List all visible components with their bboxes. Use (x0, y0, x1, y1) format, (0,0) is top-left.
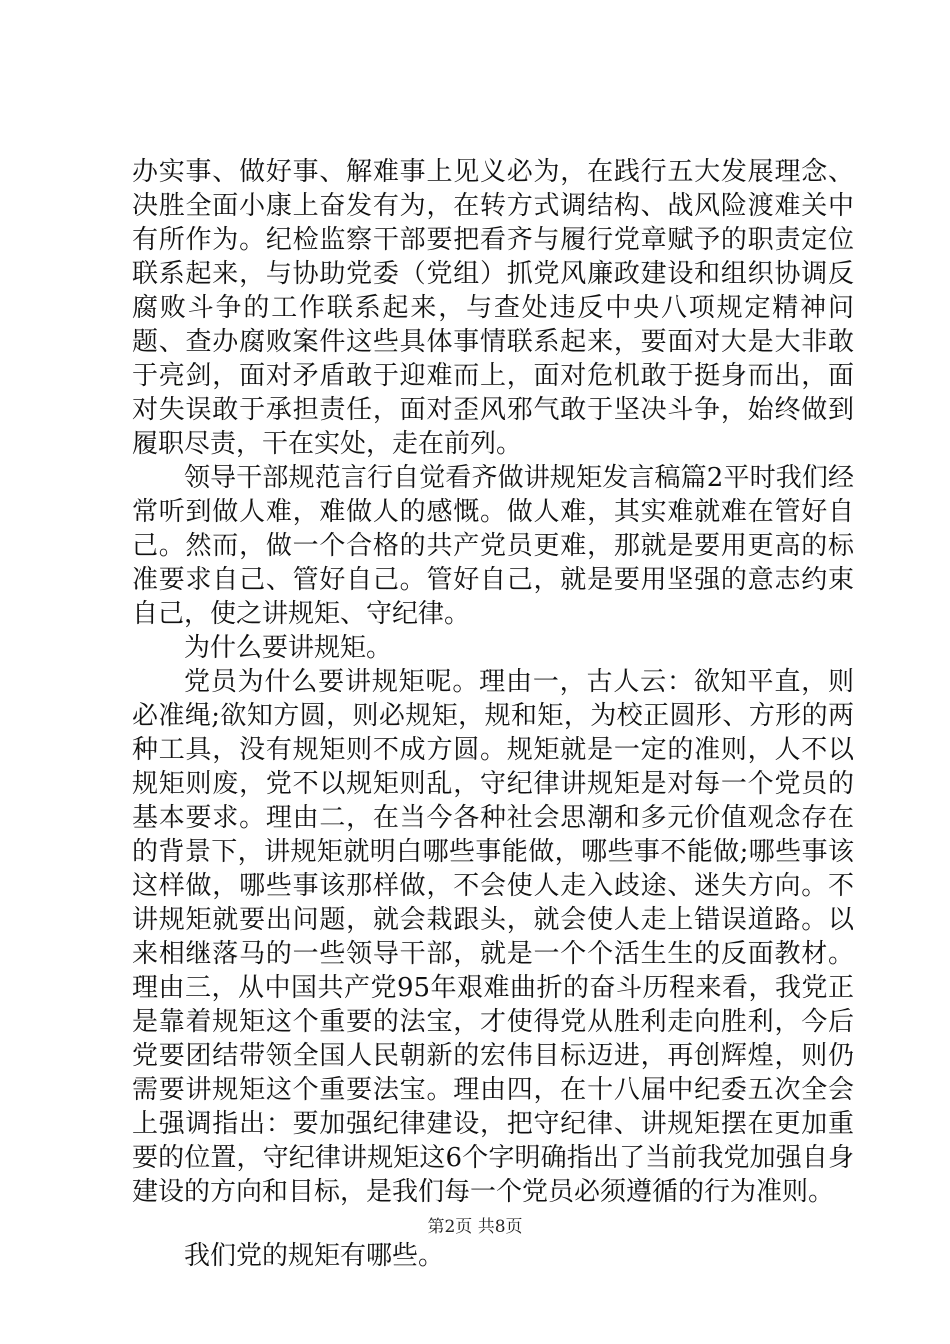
paragraph-heading-what: 我们党的规矩有哪些。 (184, 1241, 445, 1271)
paragraph-speech-intro: 领导干部规范言行自觉看齐做讲规矩发言稿篇2平时我们经常听到做人难，难做人的感慨。做人难，其实难就难在管好自己。然而，做一个合格的共产党员更难，那就是要用更高的标准要求自己、管好自己。管好自己，就是要用坚强的意志约束自己，使之讲规矩、守纪律。 (132, 463, 854, 629)
paragraph-continuation: 办实事、做好事、解难事上见义必为，在践行五大发展理念、决胜全面小康上奋发有为，在转方式调结构、战风险渡难关中有所作为。纪检监察干部要把看齐与履行党章赋予的职责定位联系起来，与协助党委（党组）抓党风廉政建设和组织协调反腐败斗争的工作联系起来，与查处违反中央八项规定精神问题、查办腐败案件这些具体事情联系起来，要面对大是大非敢于亮剑，面对矛盾敢于迎难而上，面对危机敢于挺身而出，面对失误敢于承担责任，面对歪风邪气敢于坚决斗争，始终做到履职尽责，干在实处，走在前列。 (132, 157, 854, 459)
page-footer: 第2页 共8页 (427, 1217, 523, 1237)
paragraph-heading-why: 为什么要讲规矩。 (184, 633, 393, 663)
paragraph-reasons: 党员为什么要讲规矩呢。理由一，古人云：欲知平直，则必准绳;欲知方圆，则必规矩，规和矩，为校正圆形、方形的两种工具，没有规矩则不成方圆。规矩就是一定的准则，人不以规矩则废，党不以规矩则乱，守纪律讲规矩是对每一个党员的基本要求。理由二，在当今各种社会思潮和多元价值观念存在的背景下，讲规矩就明白哪些事能做，哪些事不能做;哪些事该这样做，哪些事该那样做，不会使人走入歧途、迷失方向。不讲规矩就要出问题，就会栽跟头，就会使人走上错误道路。以来相继落马的一些领导干部，就是一个个活生生的反面教材。理由三，从中国共产党95年艰难曲折的奋斗历程来看，我党正是靠着规矩这个重要的法宝，才使得党从胜利走向胜利，今后党要团结带领全国人民朝新的宏伟目标迈进，再创辉煌，则仍需要讲规矩这个重要法宝。理由四，在十八届中纪委五次全会上强调指出：要加强纪律建设，把守纪律、讲规矩摆在更加重要的位置，守纪律讲规矩这6个字明确指出了当前我党加强自身建设的方向和目标，是我们每一个党员必须遵循的行为准则。 (132, 667, 854, 1207)
document-body (132, 155, 854, 1273)
